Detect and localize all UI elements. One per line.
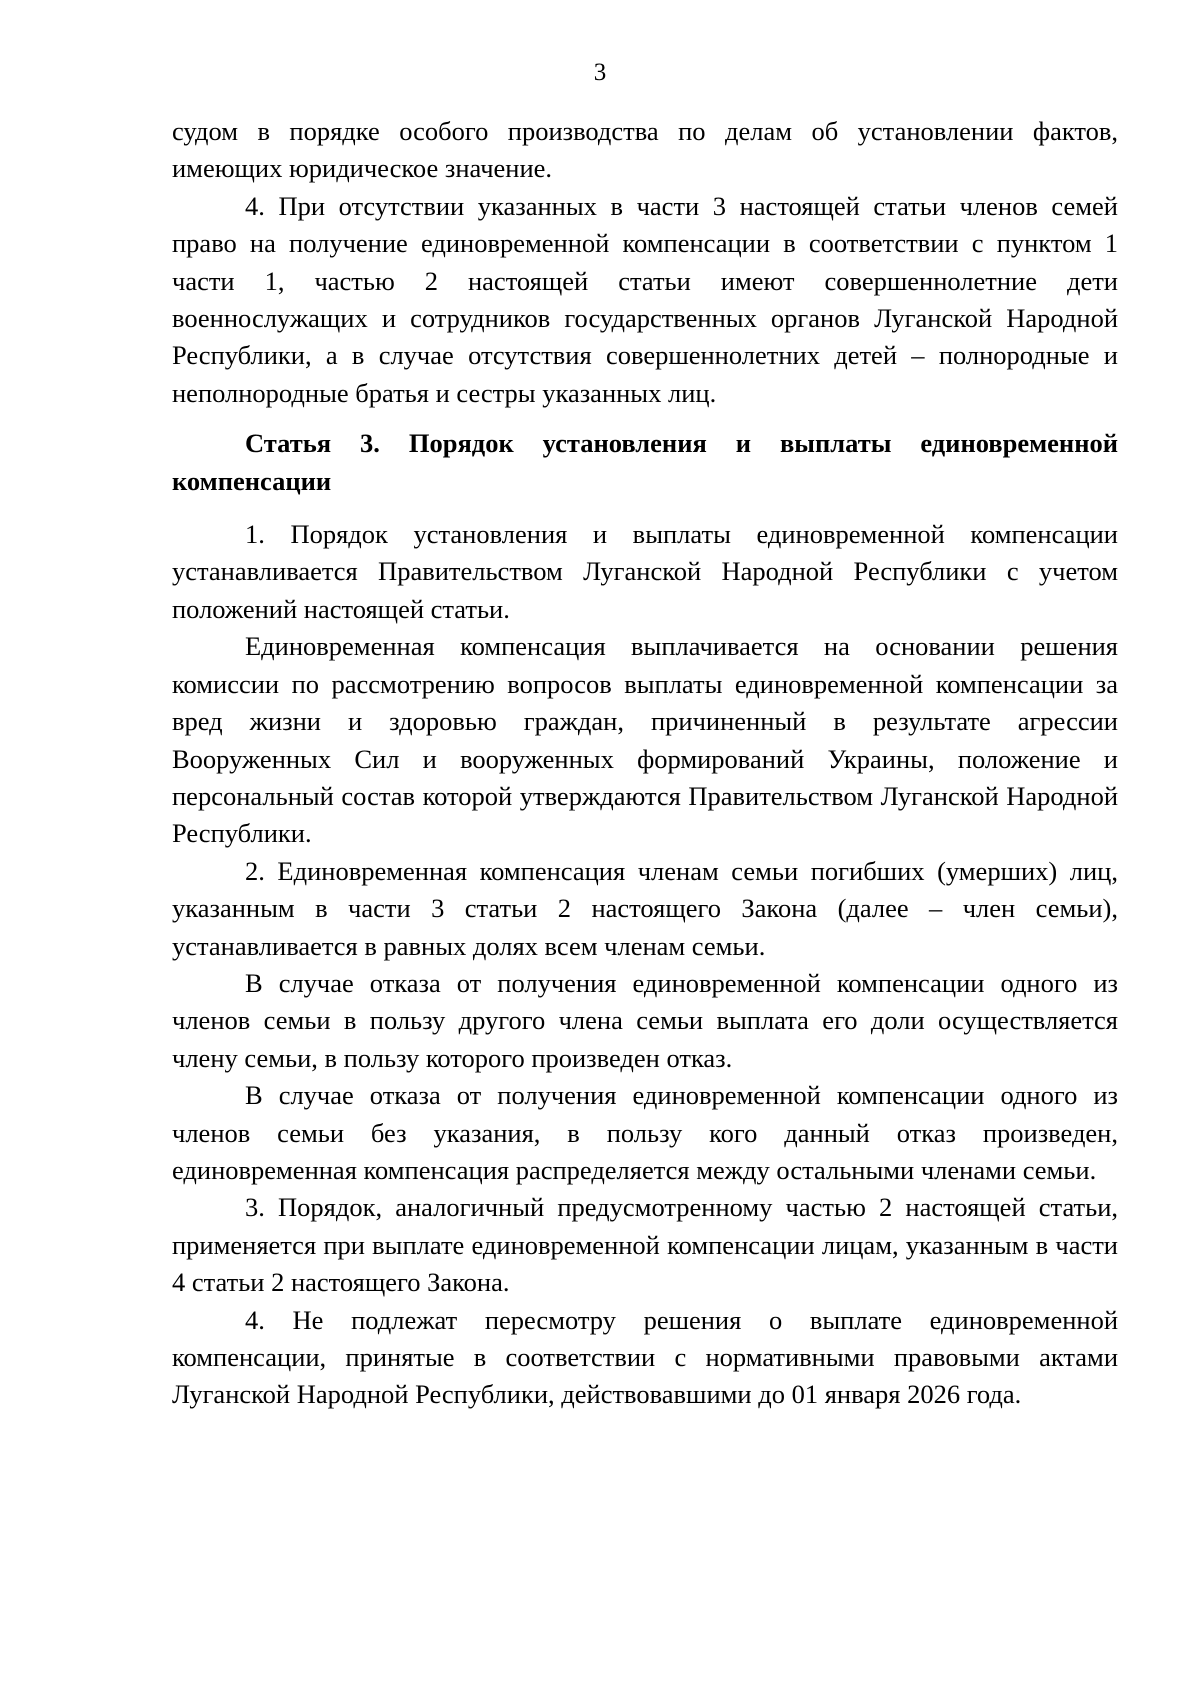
paragraph-part-4: 4. При отсутствии указанных в части 3 настоящей статьи членов семей право на получение единовременной компенсации в соответствии с пунктом 1 части 1, частью 2 настоящей статьи имеют совершеннолетние дети военнослужащих и сотрудников государственных органов Луганской Народной Республики, а в случае отсутствия совершеннолетних детей – полнородные и неполнородные братья и сестры указанных лиц. [172,190,1118,408]
article-3-heading: Статья 3. Порядок установления и выплаты единовременной компенсации [172,428,1118,496]
paragraph-article-3-part-2: 2. Единовременная компенсация членам семьи погибших (умерших) лиц, указанным в части 3 статьи 2 настоящего Закона (далее – член семьи), устанавливается в равных долях всем членам семьи. [172,855,1118,961]
paragraph-article-3-part-3: 3. Порядок, аналогичный предусмотренному частью 2 настоящей статьи, применяется при выплате единовременной компенсации лицам, указанным в части 4 статьи 2 настоящего Закона. [172,1192,1118,1298]
paragraph-article-3-part-1: 1. Порядок установления и выплаты единовременной компенсации устанавливается Правительством Луганской Народной Республики с учетом положений настоящей статьи. [172,519,1118,624]
paragraph-refusal-in-favor: В случае отказа от получения единовременной компенсации одного из членов семьи в пользу другого члена семьи выплата его доли осуществляется члену семьи, в пользу которого произведен отказ. [172,967,1118,1073]
paragraph-refusal-without-indication: В случае отказа от получения единовременной компенсации одного из членов семьи без указания, в пользу кого данный отказ произведен, единовременная компенсация распределяется между остальными членами семьи. [172,1080,1118,1185]
paragraph-commission: Единовременная компенсация выплачивается на основании решения комиссии по рассмотрению вопросов выплаты единовременной компенсации за вред жизни и здоровью граждан, причиненный в результате агрессии Вооруженных Сил и вооруженных формирований Украины, положение и персональный состав которой утверждаются Правительством Луганской Народной Республики. [172,631,1118,849]
page-number: 3 [593,59,607,86]
paragraph-continuation: судом в порядке особого производства по делам об установлении фактов, имеющих юридическое значение. [172,116,1118,184]
paragraph-article-3-part-4: 4. Не подлежат пересмотру решения о выплате единовременной компенсации, принятые в соответствии с нормативными правовыми актами Луганской Народной Республики, действовавшими до 01 января 2026 года. [172,1304,1118,1410]
document-body [172,113,1118,1414]
